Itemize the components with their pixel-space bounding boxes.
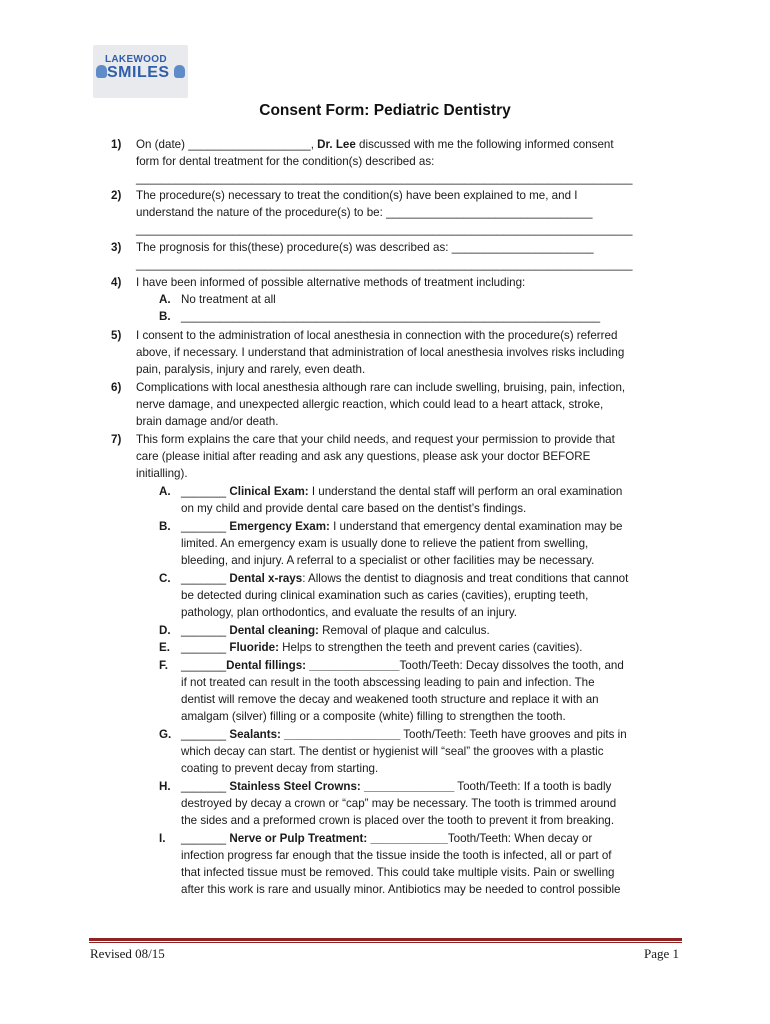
sealants-line-1: _______ Sealants: __________________ Tooth/Teeth: Teeth have grooves and pits in bbox=[181, 728, 627, 741]
clinical-exam-line-1: _______ Clinical Exam: I understand the dental staff will perform an oral examination bbox=[181, 485, 623, 498]
sub-label: B. bbox=[159, 520, 171, 533]
item-1-line-1: On (date) ___________________, Dr. Lee discussed with me the following informed consent bbox=[136, 138, 614, 151]
dental-cleaning-heading: Dental cleaning: bbox=[229, 624, 319, 637]
dental-xrays-line-1: _______ Dental x-rays: Allows the dentist to diagnosis and treat conditions that cannot bbox=[181, 572, 629, 585]
fluoride-line-1: _______ Fluoride: Helps to strengthen the teeth and prevent caries (cavities). bbox=[181, 641, 583, 654]
item-number: 1) bbox=[111, 138, 122, 151]
sub-label: I. bbox=[159, 832, 166, 845]
dental-xrays-heading: Dental x-rays bbox=[229, 572, 303, 585]
footer-rule bbox=[89, 938, 682, 941]
footer-rule-thin bbox=[89, 942, 682, 943]
emergency-exam-line-3: bleeding, and injury. A referral to a specialist or other facilities may be necessary. bbox=[181, 554, 595, 567]
pulp-treatment-line-3: that infected tissue must be removed. This could take multiple visits. Pain or swelling bbox=[181, 866, 615, 879]
sealants-line-2: which decay can start. The dentist or hygienist will “seal” the grooves with a plastic bbox=[181, 745, 604, 758]
clinical-exam-line-2: on my child and provide dental care based on the dentist’s findings. bbox=[181, 502, 527, 515]
item-1-line-3: _____________________________________________________________________________ bbox=[136, 172, 633, 185]
pulp-treatment-line-2: infection progress far enough that the tissue inside the tooth is infected, all or part of bbox=[181, 849, 612, 862]
item-2-line-3: _____________________________________________________________________________ bbox=[136, 223, 633, 236]
tooth-icon bbox=[174, 65, 185, 78]
crowns-line-3: the sides and a preformed crown is placed over the tooth to prevent it from breaking. bbox=[181, 814, 615, 827]
dental-cleaning-line-1: _______ Dental cleaning: Removal of plaque and calculus. bbox=[181, 624, 490, 637]
item-3-line-2: _____________________________________________________________________________ bbox=[136, 258, 633, 271]
item-4-line-1: I have been informed of possible alternative methods of treatment including: bbox=[136, 276, 526, 289]
item-2-line-1: The procedure(s) necessary to treat the condition(s) have been explained to me, and I bbox=[136, 189, 578, 202]
dental-fillings-line-2: if not treated can result in the tooth abscessing leading to pain and infection. The bbox=[181, 676, 595, 689]
dental-fillings-heading: Dental fillings: ______________ bbox=[226, 659, 400, 672]
item-5-line-1: I consent to the administration of local anesthesia in connection with the procedure(s) referred bbox=[136, 329, 618, 342]
sub-label: C. bbox=[159, 572, 171, 585]
alt-label: B. bbox=[159, 310, 171, 323]
item-number: 6) bbox=[111, 381, 122, 394]
emergency-exam-heading: Emergency Exam: bbox=[229, 520, 330, 533]
sub-label: H. bbox=[159, 780, 171, 793]
crowns-line-2: destroyed by decay a crown or “cap” may be necessary. The tooth is trimmed around bbox=[181, 797, 617, 810]
item-7-line-3: initialling). bbox=[136, 467, 188, 480]
pulp-treatment-heading: Nerve or Pulp Treatment: ____________ bbox=[229, 832, 448, 845]
item-number: 2) bbox=[111, 189, 122, 202]
fluoride-heading: Fluoride: bbox=[229, 641, 279, 654]
doctor-name: Dr. Lee bbox=[317, 138, 356, 151]
item-1-line-2: form for dental treatment for the condition(s) described as: bbox=[136, 155, 435, 168]
item-6-line-2: nerve damage, and unexpected allergic reaction, which could lead to a heart attack, stroke, bbox=[136, 398, 604, 411]
item-5-line-3: pain, paralysis, injury and rarely, even death. bbox=[136, 363, 366, 376]
pulp-treatment-line-1: _______ Nerve or Pulp Treatment: ____________Tooth/Teeth: When decay or bbox=[181, 832, 593, 845]
dental-xrays-line-2: be detected during clinical examination such as caries (cavities), erupting teeth, bbox=[181, 589, 589, 602]
page-number: Page 1 bbox=[643, 946, 679, 961]
crowns-heading: Stainless Steel Crowns: ______________ bbox=[229, 780, 455, 793]
sub-label: A. bbox=[159, 485, 171, 498]
dental-fillings-line-1: _______Dental fillings: ______________Tooth/Teeth: Decay dissolves the tooth, and bbox=[181, 659, 624, 672]
item-5-line-2: above, if necessary. I understand that administration of local anesthesia involves risks including bbox=[136, 346, 625, 359]
crowns-line-1: _______ Stainless Steel Crowns: ______________ Tooth/Teeth: If a tooth is badly bbox=[181, 780, 612, 793]
emergency-exam-line-2: limited. An emergency exam is usually done to relieve the patient from swelling, bbox=[181, 537, 589, 550]
item-7-line-2: care (please initial after reading and ask any questions, please ask your doctor BEFORE bbox=[136, 450, 591, 463]
item-number: 5) bbox=[111, 329, 122, 342]
clinical-exam-heading: Clinical Exam: bbox=[229, 485, 309, 498]
lakewood-smiles-logo bbox=[93, 45, 188, 98]
item-number: 4) bbox=[111, 276, 122, 289]
revision-date: Revised 08/15 bbox=[90, 946, 165, 961]
sub-label: D. bbox=[159, 624, 171, 637]
dental-fillings-line-4: amalgam (silver) filling or a composite (white) filling to strengthen the tooth. bbox=[181, 710, 566, 723]
sub-label: E. bbox=[159, 641, 170, 654]
logo-text-bottom: SMILES bbox=[107, 64, 170, 81]
item-7-line-1: This form explains the care that your child needs, and request your permission to provide that bbox=[136, 433, 615, 446]
item-number: 7) bbox=[111, 433, 122, 446]
dental-xrays-line-3: pathology, plan orthodontics, and evaluate the results of an injury. bbox=[181, 606, 518, 619]
item-2-line-2: understand the nature of the procedure(s) to be: ________________________________ bbox=[136, 206, 593, 219]
item-6-line-3: brain damage and/or death. bbox=[136, 415, 279, 428]
item-6-line-1: Complications with local anesthesia although rare can include swelling, bruising, pain, infection, bbox=[136, 381, 626, 394]
sub-label: G. bbox=[159, 728, 172, 741]
logo-text-top: LAKEWOOD bbox=[105, 54, 167, 65]
item-3-line-1: The prognosis for this(these) procedure(s) was described as: ______________________ bbox=[136, 241, 594, 254]
dental-fillings-line-3: dentist will remove the decay and weakened tooth structure and replace it with an bbox=[181, 693, 599, 706]
tooth-icon bbox=[96, 65, 107, 78]
emergency-exam-line-1: _______ Emergency Exam: I understand that emergency dental examination may be bbox=[181, 520, 623, 533]
sealants-heading: Sealants: __________________ bbox=[229, 728, 401, 741]
alt-label: A. bbox=[159, 293, 171, 306]
pulp-treatment-line-4: after this work is rare and usually minor. Antibiotics may be needed to control possible bbox=[181, 883, 621, 896]
alt-b-blank: _________________________________________________________________ bbox=[181, 310, 601, 323]
alt-a-text: No treatment at all bbox=[181, 293, 276, 306]
page-title: Consent Form: Pediatric Dentistry bbox=[259, 102, 511, 119]
sub-label: F. bbox=[159, 659, 169, 672]
item-number: 3) bbox=[111, 241, 122, 254]
sealants-line-3: coating to prevent decay from starting. bbox=[181, 762, 379, 775]
